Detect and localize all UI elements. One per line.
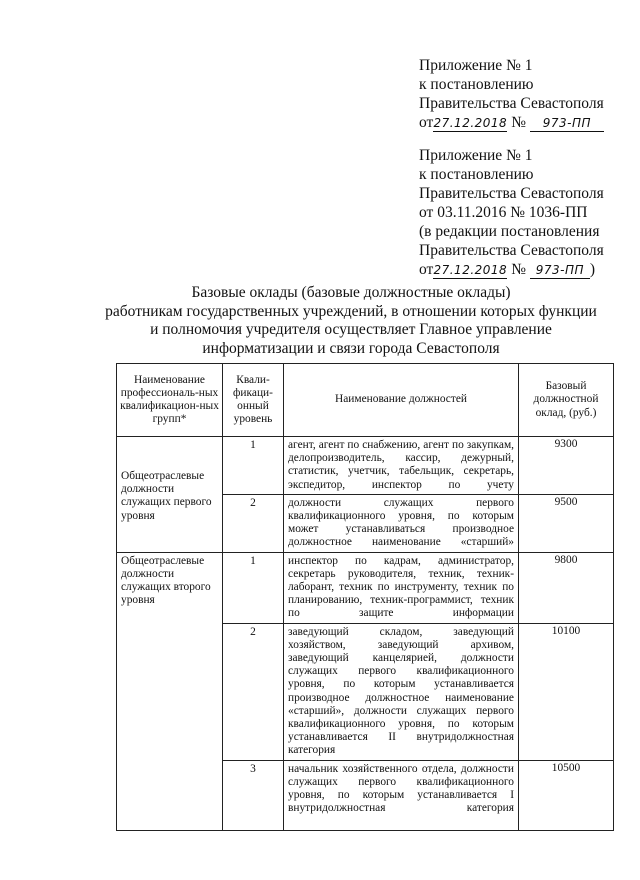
appendix-2-header <box>419 146 604 279</box>
appendix-2-line6: Правительства Севастополя <box>419 242 604 259</box>
salary-cell: 9300 <box>519 437 614 495</box>
appendix-1-date-line <box>419 113 604 132</box>
appendix-2-line4: от 03.11.2016 № 1036-ПП <box>419 204 588 221</box>
positions-cell: заведующий складом, заведующий хозяйством, заведующий архивом, заведующий канцелярией, должности служащих первого квалификационного уровня, по которым устанавливается производное должностное наименование «старший», должности служащих первого квалификационного уровня, по которым устанавливается II внутридолжностная категория <box>284 623 519 760</box>
appendix-1-line1: Приложение № 1 <box>419 57 533 74</box>
level-cell: 3 <box>223 760 284 830</box>
title-line2: работникам государственных учреждений, в отношении которых функции <box>105 302 597 320</box>
positions-cell: инспектор по кадрам, администратор, секретарь руководителя, техник, техник-лаборант, техник по инструменту, техник по планированию, техник-программист, техник по защите информации <box>284 552 519 623</box>
header-positions: Наименование должностей <box>284 364 519 437</box>
table-header-row <box>117 364 614 437</box>
document-title <box>96 284 606 358</box>
appendix-2-line5: (в редакции постановления <box>419 223 600 240</box>
handwritten-date: 27.12.2018 <box>433 116 508 130</box>
title-line4: информатизации и связи города Севастополя <box>202 339 500 357</box>
level-cell: 2 <box>223 623 284 760</box>
appendix-1-header <box>419 56 604 132</box>
title-line1: Базовые оклады (базовые должностные оклады) <box>191 284 511 301</box>
positions-cell: агент, агент по снабжению, агент по закупкам, делопроизводитель, кассир, дежурный, статистик, учетчик, табельщик, секретарь, экспедитор, инспектор по учету <box>284 437 519 495</box>
number-prefix: № <box>511 261 526 278</box>
appendix-1-line2: к постановлению <box>419 76 534 93</box>
table-row <box>117 552 614 623</box>
date-prefix: от <box>419 114 434 131</box>
header-level: Квали-фикаци-онный уровень <box>223 364 284 437</box>
level-cell: 2 <box>223 494 284 552</box>
salary-cell: 10500 <box>519 760 614 830</box>
handwritten-number: 973-ПП <box>530 116 604 132</box>
appendix-2-date-line <box>419 260 604 279</box>
positions-cell: должности служащих первого квалификационного уровня, по которым может устанавливаться производное должностное наименование «старший» <box>284 494 519 552</box>
group-name: Общеотраслевые должности служащих первого уровня <box>117 437 223 553</box>
salary-table <box>116 363 614 831</box>
appendix-1-line3: Правительства Севастополя <box>419 95 604 112</box>
appendix-2-line2: к постановлению <box>419 166 534 183</box>
close-paren: ) <box>589 261 596 278</box>
salary-cell: 9500 <box>519 494 614 552</box>
table-row <box>117 437 614 495</box>
appendix-2-line1: Приложение № 1 <box>419 147 533 164</box>
level-cell: 1 <box>223 552 284 623</box>
level-cell: 1 <box>223 437 284 495</box>
handwritten-date: 27.12.2018 <box>433 263 508 277</box>
handwritten-number: 973-ПП <box>530 263 590 279</box>
title-line3: и полномочия учредителя осуществляет Главное управление <box>150 321 552 338</box>
header-group: Наименование профессиональ-ных квалификацион-ных групп* <box>117 364 223 437</box>
positions-cell: начальник хозяйственного отдела, должности служащих первого квалификационного уровня, по которым устанавливается I внутридолжностная категория <box>284 760 519 830</box>
salary-cell: 10100 <box>519 623 614 760</box>
group-name: Общеотраслевые должности служащих второго уровня <box>117 552 223 830</box>
appendix-2-line3: Правительства Севастополя <box>419 185 604 202</box>
header-salary: Базовый должностной оклад, (руб.) <box>519 364 614 437</box>
date-prefix: от <box>419 261 434 278</box>
number-prefix: № <box>511 114 526 131</box>
salary-cell: 9800 <box>519 552 614 623</box>
